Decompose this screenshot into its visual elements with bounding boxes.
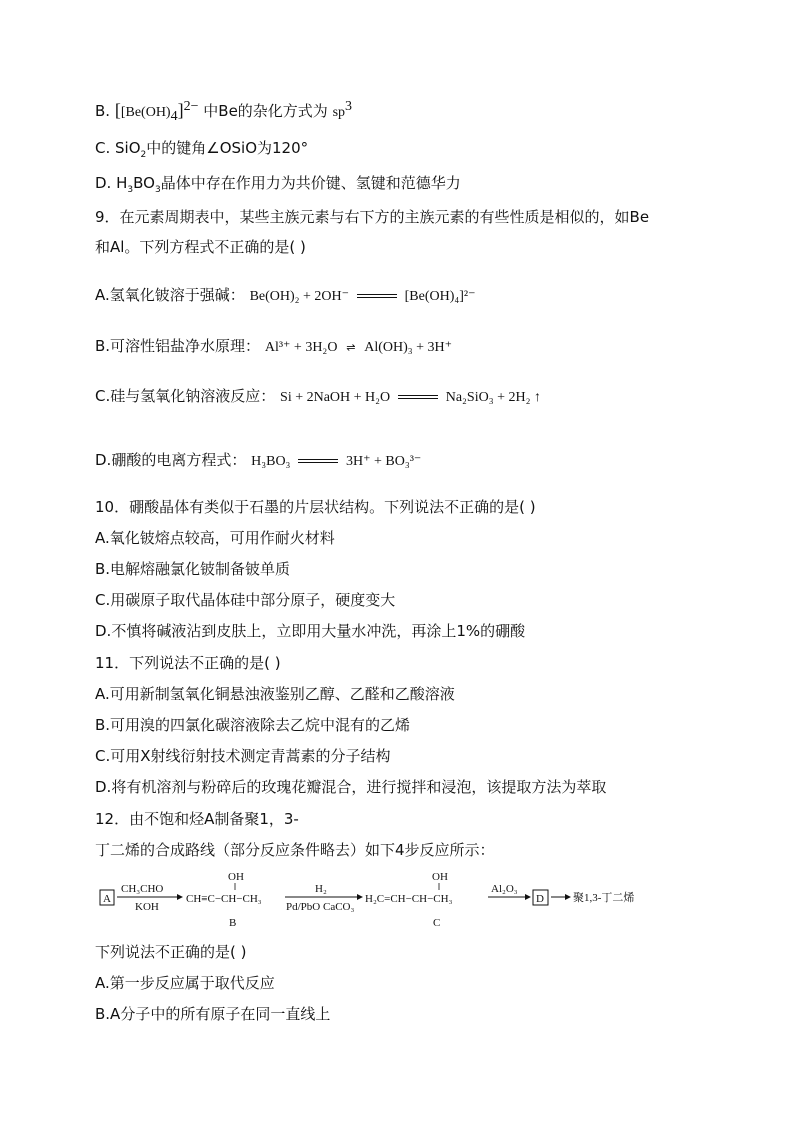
q9-option-b: B.可溶性铝盐净水原理： Al³⁺ + 3H₂O ⇌ Al(OH)₃ + 3H⁺ [95,337,453,355]
q8-option-c: C. SiO$_2$中的键角∠OSiO为120° [95,139,309,160]
q9-stem-line1: 9．在元素周期表中，某些主族元素与右下方的主族元素的有些性质是相似的，如Be [95,208,650,226]
reagent-3-top: Al₂O₃ [491,883,518,895]
reversible-arrow-icon: ⇌ [346,341,356,354]
q8-option-b-text: 中Be的杂化方式为 [203,102,328,120]
reagent-1-bottom: KOH [135,901,159,913]
q12-option-a: A.第一步反应属于取代反应 [95,974,275,992]
compound-d-label: D [536,893,544,905]
q8-option-d: D. $H_3BO_3$晶体中存在作用力为共价键、氢键和范德华力 [95,174,461,195]
q8-option-b-formula: [Be(OH) [120,105,171,120]
q8-option-b-prefix: B. [95,102,115,120]
q12-stem-line3: 下列说法不正确的是( ) [95,943,247,961]
reagent-2-top: H₂ [315,883,327,895]
q8-option-b-charge: 2− [183,99,199,114]
q12-stem-line2: 丁二烯的合成路线（部分反应条件略去）如下4步反应所示： [95,841,495,859]
q11-option-a: A.可用新制氢氧化铜悬浊液鉴别乙醇、乙醛和乙酸溶液 [95,685,455,703]
q8-option-b: B. [$[Be(OH)_4]^{2-}$ 中Be的杂化方式为 $sp^3$ [95,99,353,124]
equals-sign [357,294,397,298]
q9-option-d: D.硼酸的电离方程式： H₃BO₃ 3H⁺ + BO₃³⁻ [95,451,422,469]
arrow-4-head [565,894,571,900]
q11-option-b: B.可用溴的四氯化碳溶液除去乙烷中混有的乙烯 [95,716,411,734]
compound-b-oh: OH [228,871,244,883]
compound-c-label: C [433,917,441,929]
equals-sign [298,459,338,463]
q9-option-a-right: [Be(OH)₄]²⁻ [404,289,476,304]
compound-a-label: A [103,893,111,905]
q9-option-a-left: Be(OH)₂ + 2OH⁻ [249,289,350,304]
q10-option-a: A.氧化铍熔点较高，可用作耐火材料 [95,529,335,547]
q9-stem-line2: 和Al。下列方程式不正确的是( ) [95,238,306,256]
arrow-3-head [525,894,531,900]
compound-c-formula: H₂C=CH−CH−CH₃ [365,893,453,905]
q11-option-d: D.将有机溶剂与粉碎后的玫瑰花瓣混合，进行搅拌和浸泡，该提取方法为萃取 [95,778,607,796]
q9-option-d-right: 3H⁺ + BO₃³⁻ [346,454,422,469]
q12-stem-line1: 12．由不饱和烃A制备聚1，3- [95,810,299,828]
q11-stem: 11．下列说法不正确的是( ) [95,654,281,672]
compound-c-oh: OH [432,871,448,883]
q12-option-b: B.A分子中的所有原子在同一直线上 [95,1005,331,1023]
reagent-1-top: CH₃CHO [121,883,164,895]
arrow-1-head [177,894,183,900]
q9-option-c: C.硅与氢氧化钠溶液反应： Si + 2NaOH + H₂O Na₂SiO₃ + 2H₂ ↑ [95,387,541,405]
equals-sign [398,395,438,399]
arrow-2-head [357,894,363,900]
final-product: 聚1,3-丁二烯 [573,892,635,904]
reagent-2-bottom: Pd/PbO CaCO₃ [286,901,355,913]
compound-b-formula: CH≡C−CH−CH₃ [186,893,262,905]
q9-option-c-left: Si + 2NaOH + H₂O [280,390,391,405]
q11-option-c: C.可用X射线衍射技术测定青蒿素的分子结构 [95,747,391,765]
q10-option-b: B.电解熔融氯化铍制备铍单质 [95,560,291,578]
q10-stem: 10．硼酸晶体有类似于石墨的片层状结构。下列说法不正确的是( ) [95,498,536,516]
q9-option-c-right: Na₂SiO₃ + 2H₂ ↑ [445,390,541,405]
compound-b-label: B [229,917,237,929]
synthesis-route-diagram [95,868,655,930]
q10-option-d: D.不慎将碱液沾到皮肤上，立即用大量水冲洗，再涂上1%的硼酸 [95,622,526,640]
q10-option-c: C.用碳原子取代晶体硅中部分原子，硬度变大 [95,591,396,609]
q9-option-d-left: H₃BO₃ [251,454,291,469]
q9-option-a: A.氢氧化铍溶于强碱： Be(OH)₂ + 2OH⁻ [Be(OH)₄]²⁻ [95,286,476,304]
q9-option-b-left: Al³⁺ + 3H₂O [264,340,338,355]
q9-option-b-right: Al(OH)₃ + 3H⁺ [364,340,453,355]
